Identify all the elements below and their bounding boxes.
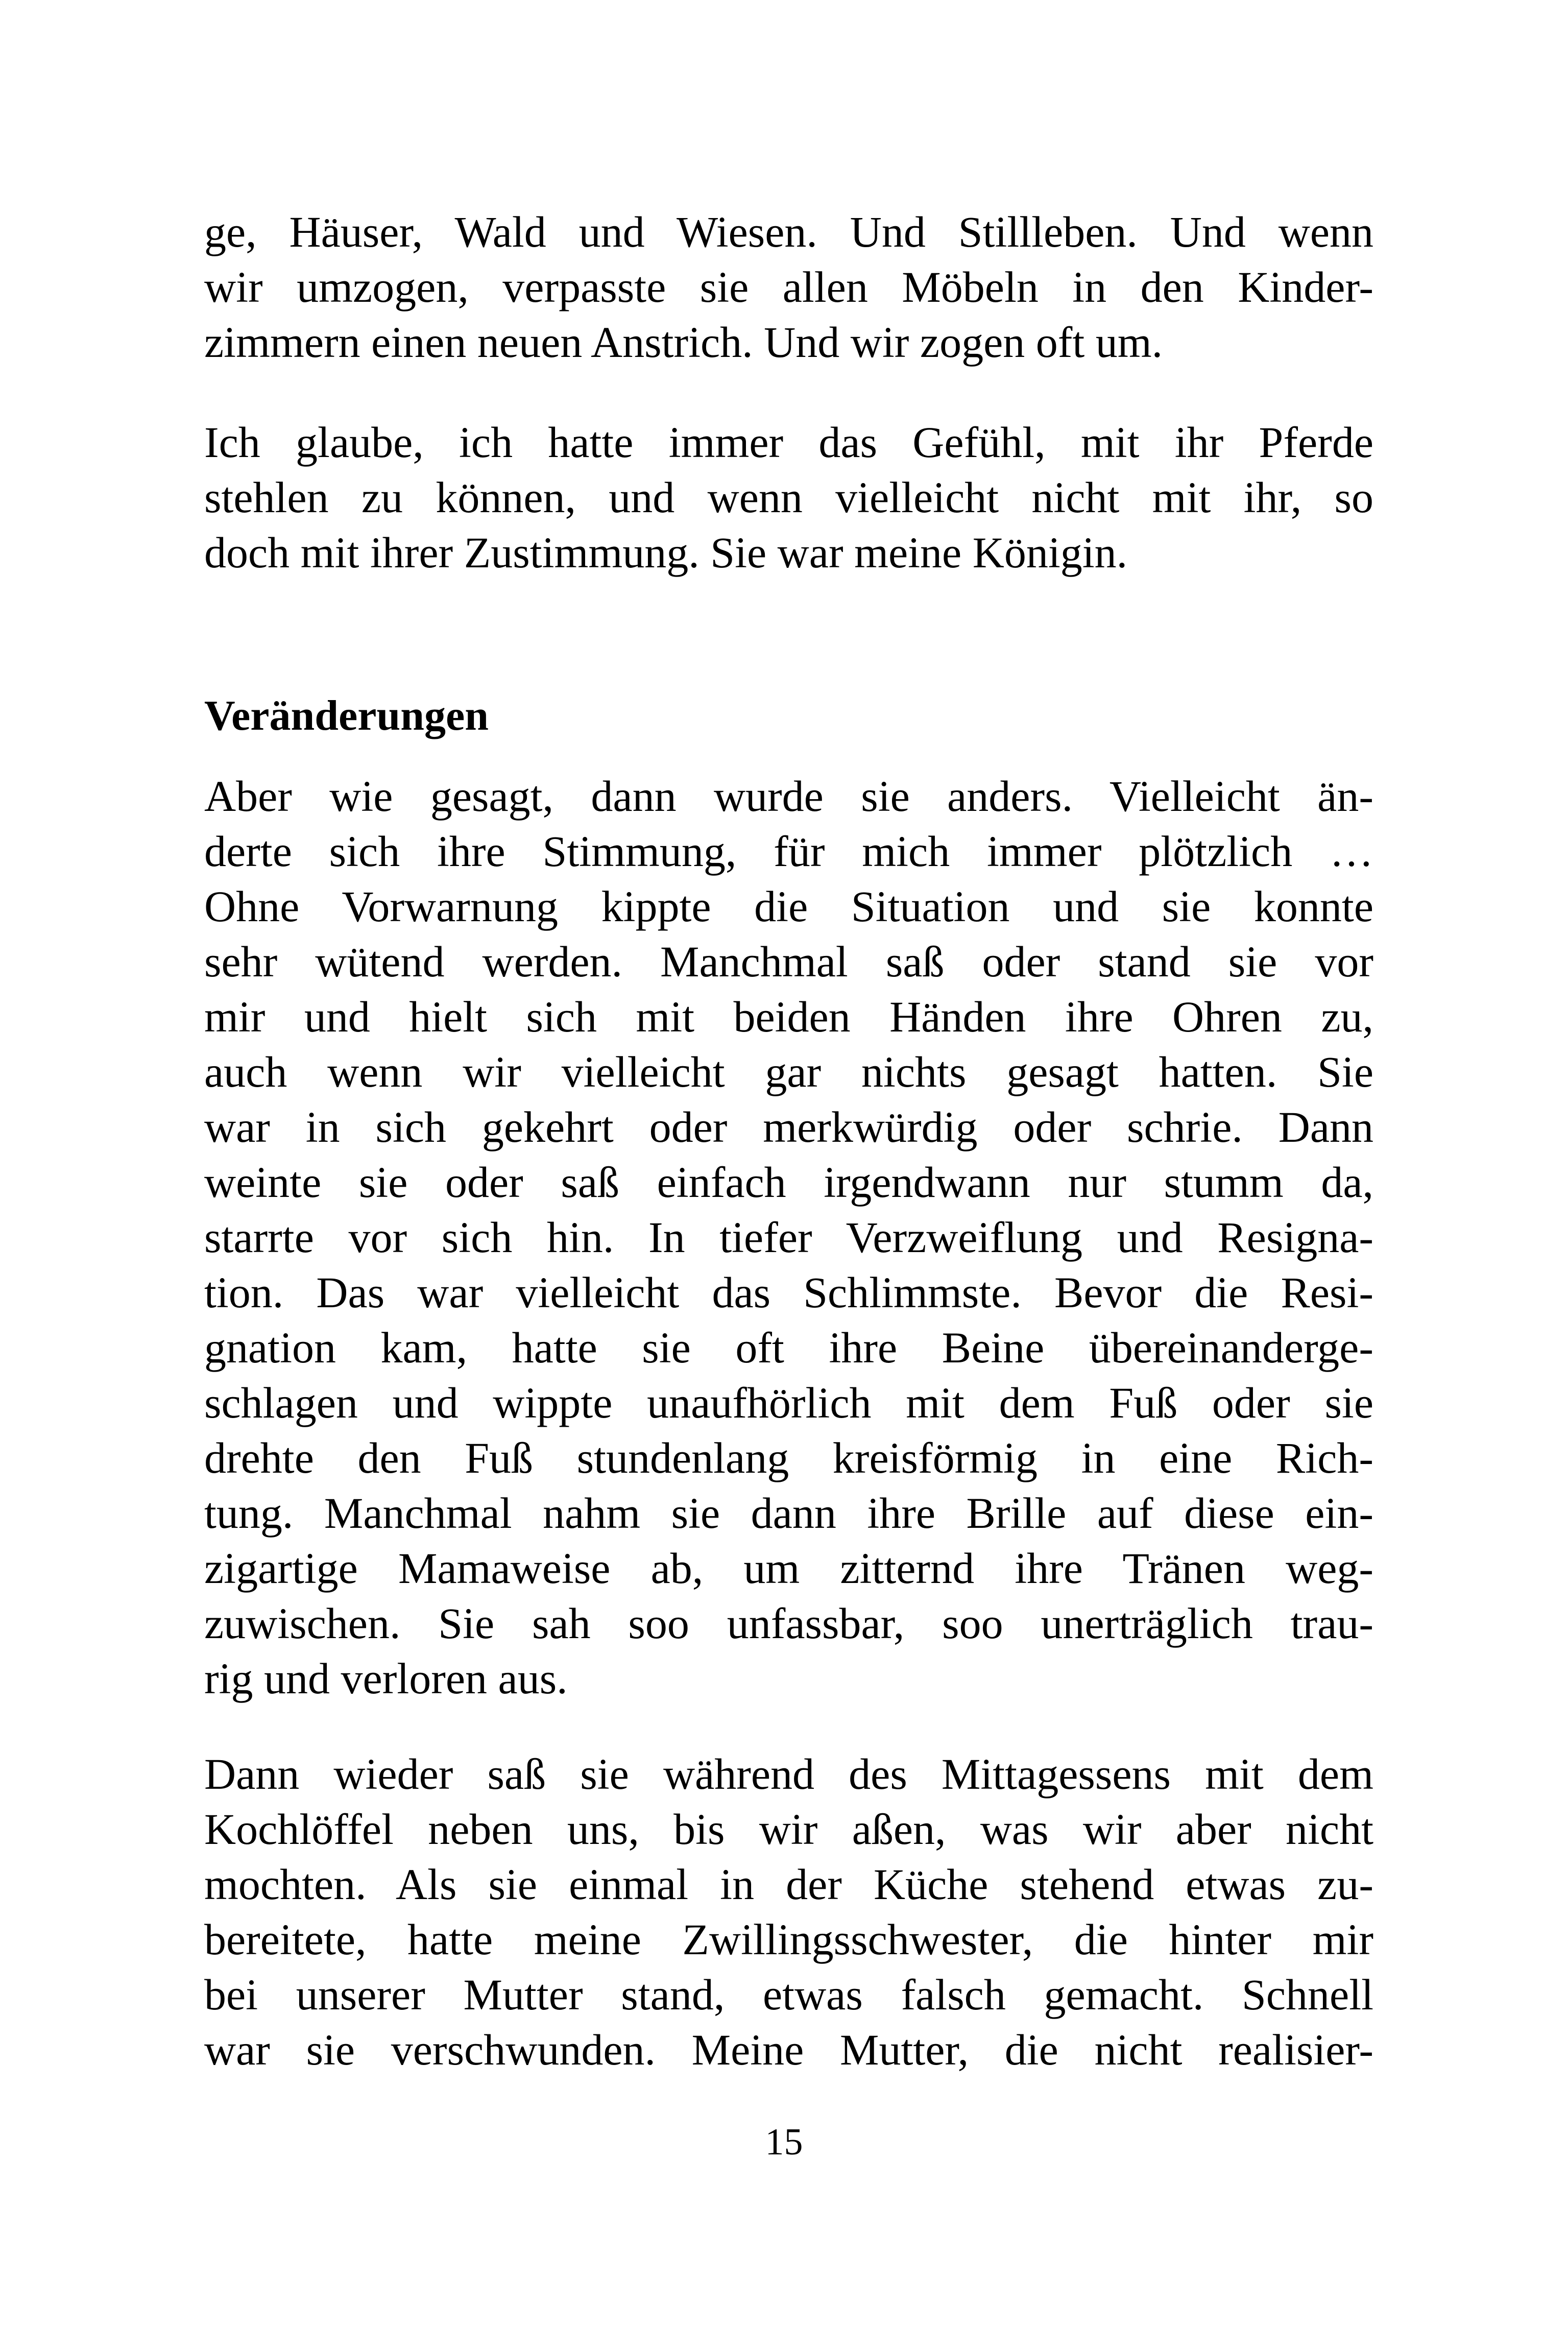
text-line: weinte sie oder saß einfach irgendwann nur stumm da, <box>204 1158 1373 1207</box>
text-line: schlagen und wippte unaufhörlich mit dem Fuß oder sie <box>204 1378 1373 1427</box>
text-line: drehte den Fuß stundenlang kreisförmig in eine Rich- <box>204 1433 1373 1482</box>
page-number: 15 <box>765 2121 803 2163</box>
paragraph-3 <box>204 769 1373 1706</box>
text-line: bei unserer Mutter stand, etwas falsch gemacht. Schnell <box>204 1970 1373 2019</box>
text-line: war in sich gekehrt oder merkwürdig oder schrie. Dann <box>204 1102 1373 1151</box>
text-line: starrte vor sich hin. In tiefer Verzweiflung und Resigna- <box>204 1213 1373 1262</box>
text-line: stehlen zu können, und wenn vielleicht nicht mit ihr, so <box>204 473 1373 522</box>
text-line: zigartige Mamaweise ab, um zitternd ihre Tränen weg- <box>204 1544 1373 1593</box>
text-line: tung. Manchmal nahm sie dann ihre Brille auf diese ein- <box>204 1489 1373 1538</box>
text-line: wir umzogen, verpasste sie allen Möbeln in den Kinder- <box>204 262 1373 311</box>
paragraph-2-text <box>204 415 1373 580</box>
text-line: ge, Häuser, Wald und Wiesen. Und Stillleben. Und wenn <box>204 207 1373 256</box>
paragraph-4-text <box>204 1746 1373 2077</box>
text-line: rig und verloren aus. <box>204 1654 568 1703</box>
text-line: sehr wütend werden. Manchmal saß oder stand sie vor <box>204 937 1373 986</box>
text-line: mochten. Als sie einmal in der Küche stehend etwas zu- <box>204 1860 1373 1909</box>
text-line: Dann wieder saß sie während des Mittagessens mit dem <box>204 1749 1373 1798</box>
text-line: zuwischen. Sie sah soo unfassbar, soo unerträglich trau- <box>204 1599 1373 1648</box>
text-line: Kochlöffel neben uns, bis wir aßen, was wir aber nicht <box>204 1805 1373 1854</box>
text-line: zimmern einen neuen Anstrich. Und wir zogen oft um. <box>204 318 1163 367</box>
section-heading-block <box>204 688 1373 743</box>
paragraph-1-text <box>204 204 1373 370</box>
paragraph-2 <box>204 415 1373 580</box>
text-line: bereitete, hatte meine Zwillingsschwester, die hinter mir <box>204 1915 1373 1964</box>
text-line: mir und hielt sich mit beiden Händen ihre Ohren zu, <box>204 992 1373 1041</box>
text-line: Ohne Vorwarnung kippte die Situation und sie konnte <box>204 882 1373 931</box>
section-heading: Veränderungen <box>204 692 489 739</box>
text-line: gnation kam, hatte sie oft ihre Beine übereinanderge- <box>204 1323 1373 1372</box>
text-line: Ich glaube, ich hatte immer das Gefühl, mit ihr Pferde <box>204 418 1373 467</box>
text-line: Aber wie gesagt, dann wurde sie anders. Vielleicht än- <box>204 772 1373 821</box>
text-line: war sie verschwunden. Meine Mutter, die nicht realisier- <box>204 2025 1373 2074</box>
paragraph-1 <box>204 204 1373 370</box>
paragraph-4 <box>204 1746 1373 2077</box>
text-line: tion. Das war vielleicht das Schlimmste. Bevor die Resi- <box>204 1268 1373 1317</box>
text-line: derte sich ihre Stimmung, für mich immer plötzlich … <box>204 827 1373 876</box>
text-line: auch wenn wir vielleicht gar nichts gesagt hatten. Sie <box>204 1047 1373 1096</box>
text-line: doch mit ihrer Zustimmung. Sie war meine Königin. <box>204 528 1128 577</box>
paragraph-3-text <box>204 769 1373 1706</box>
